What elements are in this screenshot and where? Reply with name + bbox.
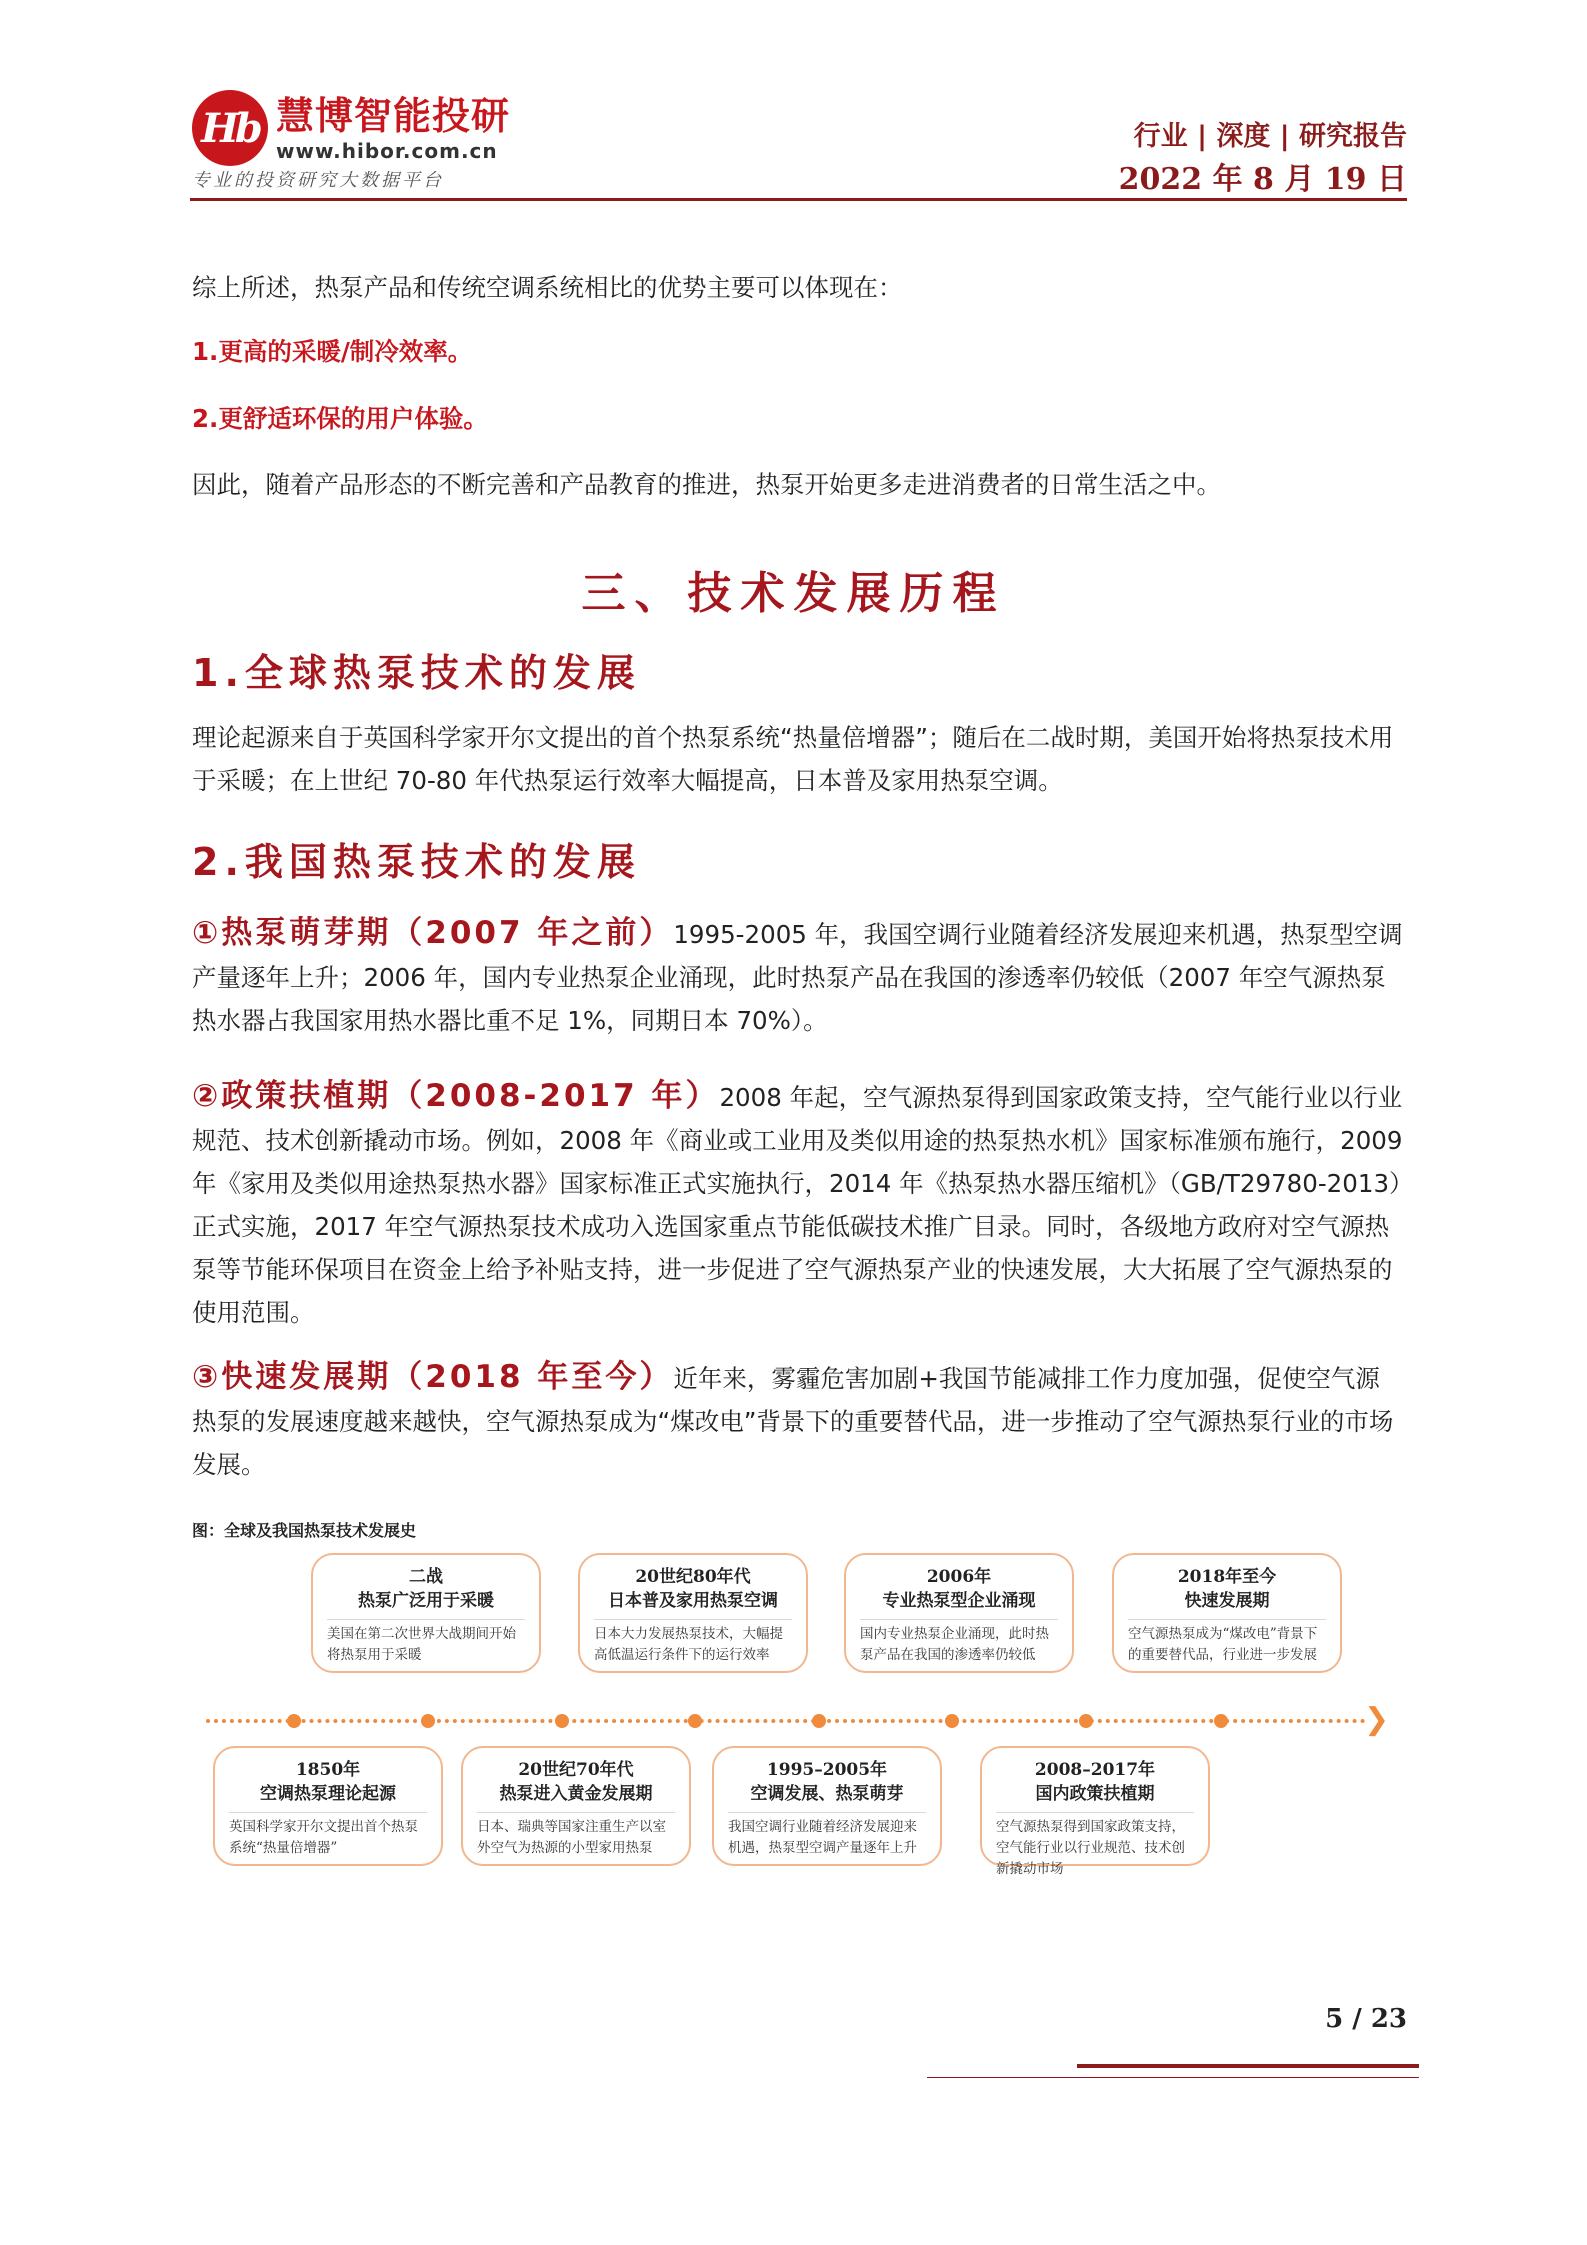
card-divider — [594, 1619, 792, 1620]
card-description: 日本、瑞典等国家注重生产以室外空气为热源的小型家用热泵 — [477, 1819, 666, 1856]
timeline-dot — [945, 1714, 959, 1728]
timeline-card-1980s — [578, 1553, 808, 1673]
period-2-body: 2008 年起，空气源热泵得到国家政策支持，空气能行业以行业规范、技术创新撬动市场。例如，2008 年《商业或工业用及类似用途的热泵热水机》国家标准颁布施行，2009 年《家用及类似用途热泵热水器》国家标准正式实施执行，2014 年《热泵热水器压缩机》（GB/T29780-2013）正式实施，2017 年空气源热泵技术成功入选国家重点节能低碳技术推广目录。同时，各级地方政府对空气源热泵等节能环保项目在资金上给予补贴支持，进一步促进了空气源热泵产业的快速发展，大大拓展了空气源热泵的使用范围。 — [192, 1083, 1403, 1327]
timeline-dot — [688, 1714, 702, 1728]
period-3-paragraph — [192, 1356, 1404, 1486]
period-2-lead: ②政策扶植期（2008-2017 年） — [192, 1078, 720, 1114]
card-year: 1995–2005年 — [766, 1760, 888, 1780]
chapter-title: 三、技术发展历程 — [581, 568, 1006, 619]
card-description: 美国在第二次世界大战期间开始将热泵用于采暖 — [327, 1626, 516, 1663]
card-title: 热泵进入黄金发展期 — [499, 1784, 653, 1804]
header-divider — [190, 198, 1407, 201]
card-year: 20世纪80年代 — [635, 1567, 751, 1587]
period-3-lead: ③快速发展期（2018 年至今） — [192, 1359, 674, 1395]
card-title: 热泵广泛用于采暖 — [358, 1591, 494, 1611]
period-2-paragraph — [192, 1075, 1404, 1334]
section-1-title: 1.全球热泵技术的发展 — [192, 651, 641, 695]
logo-slogan: 专业的投资研究大数据平台 — [192, 170, 444, 191]
card-description: 我国空调行业随着经济发展迎来机遇，热泵型空调产量逐年上升 — [728, 1819, 917, 1856]
card-divider — [229, 1812, 427, 1813]
timeline-dot — [287, 1714, 301, 1728]
conclusion-paragraph: 因此，随着产品形态的不断完善和产品教育的推进，热泵开始更多走进消费者的日常生活之中。 — [192, 470, 1221, 499]
card-year: 2018年至今 — [1177, 1567, 1277, 1587]
logo-name: 慧博智能投研 — [276, 94, 511, 138]
figure-caption: 图：全球及我国热泵技术发展史 — [192, 1521, 417, 1540]
card-year: 二战 — [409, 1567, 443, 1587]
arrow-right-icon: ❯ — [1364, 1702, 1390, 1737]
card-title: 日本普及家用热泵空调 — [608, 1591, 778, 1611]
timeline-dot — [421, 1714, 435, 1728]
section-2-title: 2.我国热泵技术的发展 — [192, 840, 641, 884]
period-1-paragraph — [192, 912, 1404, 1042]
footer-divider — [1077, 2064, 1419, 2068]
timeline-card-2006 — [844, 1553, 1074, 1673]
footer-divider — [927, 2077, 1419, 2078]
card-year: 2008–2017年 — [1034, 1760, 1156, 1780]
period-1-body: 1995-2005 年，我国空调行业随着经济发展迎来机遇，热泵型空调产量逐年上升；2006 年，国内专业热泵企业涌现，此时热泵产品在我国的渗透率仍较低（2007 年空气源热泵热水器占我国家用热水器比重不足 1%，同期日本 70%）。 — [192, 920, 1403, 1035]
timeline-card-ww2 — [311, 1553, 541, 1673]
card-divider — [996, 1812, 1194, 1813]
period-3-body: 近年来，雾霾危害加剧+我国节能减排工作力度加强，促使空气源热泵的发展速度越来越快，空气源热泵成为“煤改电”背景下的重要替代品，进一步推动了空气源热泵行业的市场发展。 — [192, 1364, 1394, 1479]
card-year: 1850年 — [295, 1760, 361, 1780]
timeline-card-2018 — [1112, 1553, 1342, 1673]
card-description: 英国科学家开尔文提出首个热泵系统“热量倍增器” — [229, 1819, 418, 1856]
summary-paragraph: 综上所述，热泵产品和传统空调系统相比的优势主要可以体现在： — [192, 273, 903, 302]
advantage-point-2: 2.更舒适环保的用户体验。 — [192, 404, 488, 433]
timeline-dot — [1079, 1714, 1093, 1728]
advantage-point-1: 1.更高的采暖/制冷效率。 — [192, 337, 473, 366]
logo-icon: Hb — [192, 90, 268, 166]
card-divider — [860, 1619, 1058, 1620]
timeline-card-1850 — [213, 1746, 443, 1866]
card-divider — [728, 1812, 926, 1813]
card-title: 专业热泵型企业涌现 — [882, 1591, 1036, 1611]
timeline-card-1970s — [461, 1746, 691, 1866]
logo-url[interactable]: www.hibor.com.cn — [276, 139, 498, 163]
card-description: 空气源热泵得到国家政策支持，空气能行业以行业规范、技术创新撬动市场 — [996, 1819, 1185, 1877]
card-divider — [1128, 1619, 1326, 1620]
card-title: 快速发展期 — [1184, 1591, 1270, 1611]
period-1-lead: ①热泵萌芽期（2007 年之前） — [192, 915, 674, 951]
card-divider — [327, 1619, 525, 1620]
card-year: 20世纪70年代 — [518, 1760, 634, 1780]
section-1-body: 理论起源来自于英国科学家开尔文提出的首个热泵系统“热量倍增器”；随后在二战时期，美国开始将热泵技术用于采暖；在上世纪 70-80 年代热泵运行效率大幅提高，日本普及家用热泵空调。 — [192, 723, 1394, 795]
card-title: 空调热泵理论起源 — [260, 1784, 396, 1804]
timeline-dot — [812, 1714, 826, 1728]
timeline-axis — [206, 1719, 1366, 1723]
card-description: 空气源热泵成为“煤改电”背景下的重要替代品，行业进一步发展 — [1128, 1626, 1318, 1663]
report-date: 2022 年 8 月 19 日 — [1118, 162, 1407, 197]
card-description: 国内专业热泵企业涌现，此时热泵产品在我国的渗透率仍较低 — [860, 1626, 1049, 1663]
timeline-dot — [1214, 1714, 1228, 1728]
page-number: 5 / 23 — [1325, 2004, 1407, 2034]
card-title: 国内政策扶植期 — [1035, 1784, 1155, 1804]
card-year: 2006年 — [926, 1567, 992, 1587]
timeline-card-1995-2005 — [712, 1746, 942, 1866]
timeline-card-2008-2017 — [980, 1746, 1210, 1877]
card-description: 日本大力发展热泵技术，大幅提高低温运行条件下的运行效率 — [594, 1626, 783, 1663]
card-title: 空调发展、热泵萌芽 — [750, 1784, 904, 1804]
report-type: 行业 | 深度 | 研究报告 — [1133, 121, 1407, 152]
timeline-dot — [555, 1714, 569, 1728]
card-divider — [477, 1812, 675, 1813]
